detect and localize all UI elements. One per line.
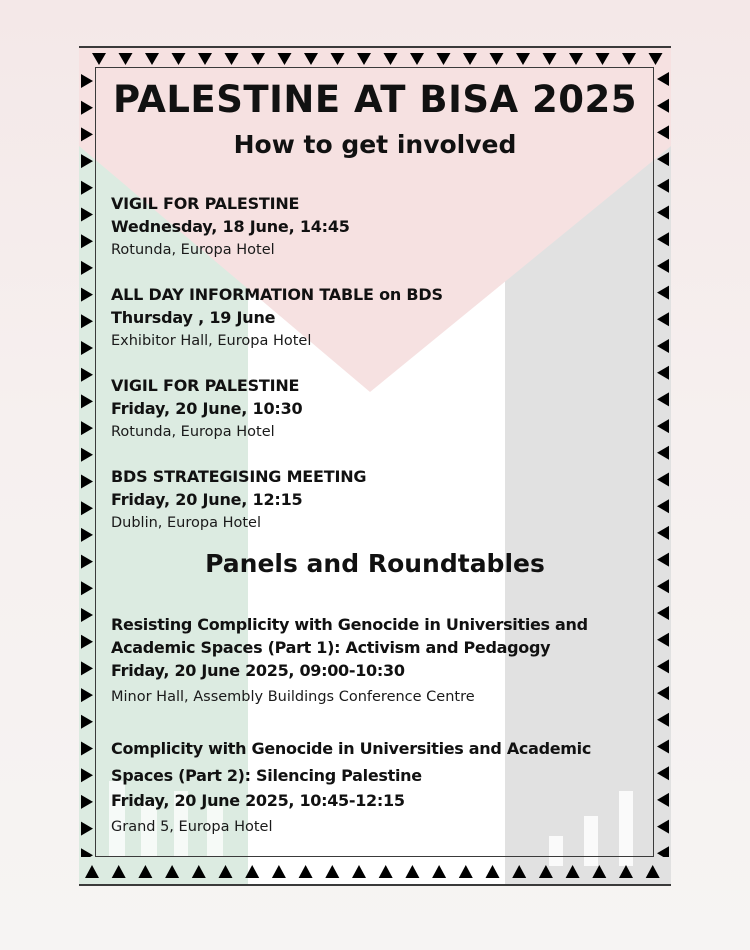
panels-heading: Panels and Roundtables — [205, 549, 545, 578]
panel-item — [111, 735, 656, 841]
panel-location: Minor Hall, Assembly Buildings Conference Centre — [111, 689, 475, 705]
event-location: Dublin, Europa Hotel — [111, 515, 261, 531]
panel-item — [111, 613, 656, 711]
poster — [79, 46, 671, 886]
event-date: Friday, 20 June, 10:30 — [111, 399, 303, 418]
panel-title-line: Resisting Complicity with Genocide in Universities and — [111, 615, 588, 634]
event-title: VIGIL FOR PALESTINE — [111, 194, 300, 213]
event-item — [111, 284, 651, 353]
event-date: Wednesday, 18 June, 14:45 — [111, 217, 350, 236]
event-title: VIGIL FOR PALESTINE — [111, 376, 300, 395]
event-title: BDS STRATEGISING MEETING — [111, 467, 367, 486]
event-title: ALL DAY INFORMATION TABLE on BDS — [111, 285, 443, 304]
event-item — [111, 466, 651, 535]
panel-title-line: Spaces (Part 2): Silencing Palestine — [111, 766, 422, 785]
event-date: Friday, 20 June, 12:15 — [111, 490, 303, 509]
panel-date: Friday, 20 June 2025, 09:00-10:30 — [111, 661, 405, 680]
panel-title-line: Complicity with Genocide in Universities and Academic — [111, 739, 592, 758]
event-item — [111, 375, 651, 444]
poster-title: PALESTINE AT BISA 2025 — [113, 78, 637, 121]
panel-date: Friday, 20 June 2025, 10:45-12:15 — [111, 791, 405, 810]
event-location: Rotunda, Europa Hotel — [111, 424, 275, 440]
event-item — [111, 193, 651, 262]
event-location: Rotunda, Europa Hotel — [111, 242, 275, 258]
poster-subtitle: How to get involved — [233, 130, 517, 159]
panel-location: Grand 5, Europa Hotel — [111, 819, 273, 835]
event-location: Exhibitor Hall, Europa Hotel — [111, 333, 312, 349]
panel-title-line: Academic Spaces (Part 1): Activism and Pedagogy — [111, 638, 551, 657]
event-date: Thursday , 19 June — [111, 308, 276, 327]
